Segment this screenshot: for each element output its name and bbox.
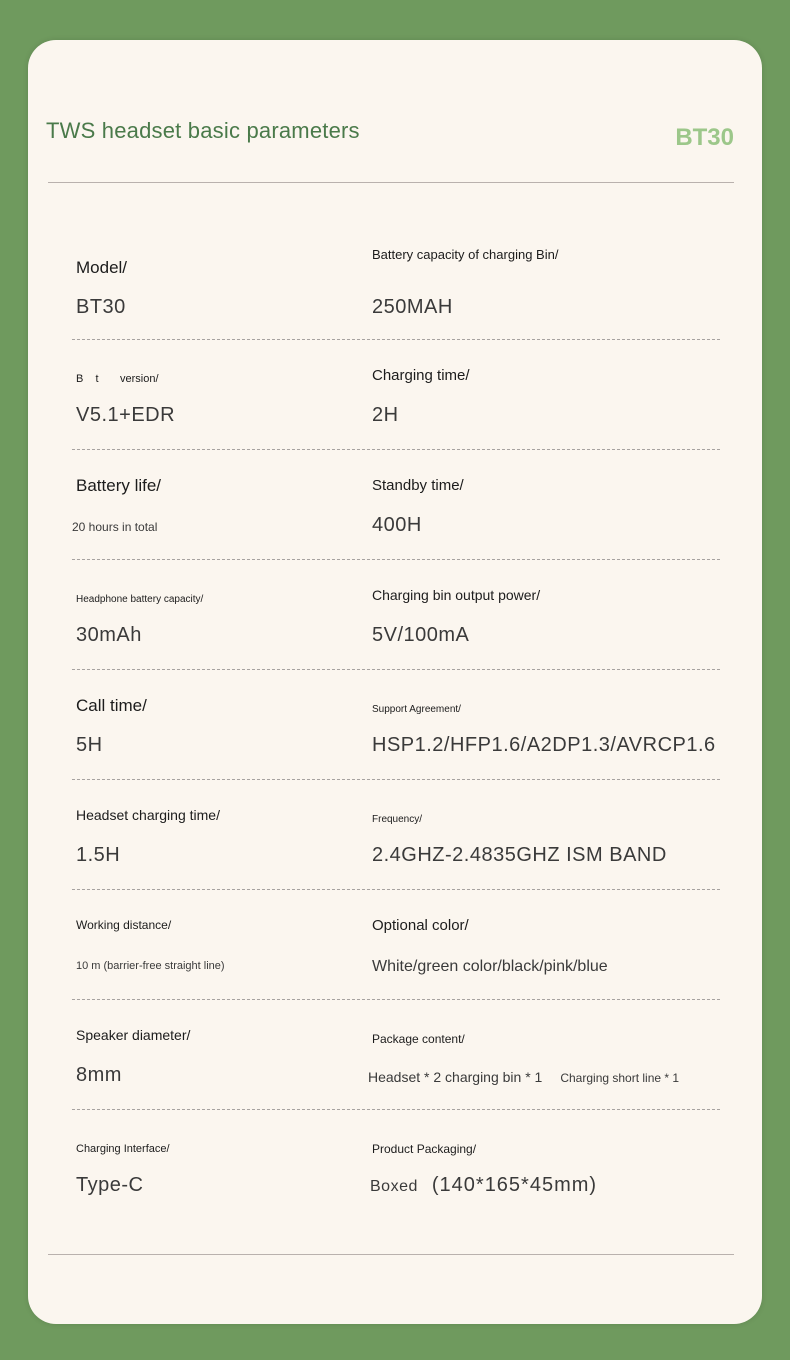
param-label: Package content/ bbox=[372, 1032, 465, 1046]
param-value: 2.4GHZ-2.4835GHZ ISM BAND bbox=[372, 844, 667, 866]
param-cell bbox=[76, 340, 366, 449]
model-badge: BT30 bbox=[675, 124, 734, 151]
packaging-type: Boxed bbox=[370, 1178, 418, 1195]
param-cell bbox=[76, 1000, 366, 1109]
param-value: 5H bbox=[76, 734, 103, 756]
param-value: 20 hours in total bbox=[72, 520, 158, 534]
param-cell bbox=[372, 1110, 722, 1220]
param-cell bbox=[76, 890, 366, 999]
param-cell bbox=[372, 670, 722, 779]
param-label: Charging time/ bbox=[372, 367, 470, 384]
param-value: HSP1.2/HFP1.6/A2DP1.3/AVRCP1.6 bbox=[372, 734, 716, 756]
param-cell bbox=[372, 890, 722, 999]
table-row bbox=[72, 340, 720, 450]
param-label: Model/ bbox=[76, 258, 128, 277]
param-cell bbox=[76, 230, 366, 339]
table-row bbox=[72, 560, 720, 670]
param-value: White/green color/black/pink/blue bbox=[372, 958, 608, 975]
table-row bbox=[72, 1000, 720, 1110]
package-main: Headset * 2 charging bin * 1 bbox=[368, 1069, 543, 1085]
param-cell bbox=[372, 230, 722, 339]
param-label: Battery capacity of charging Bin/ bbox=[372, 247, 559, 262]
param-value: Type-C bbox=[76, 1174, 144, 1196]
param-value: 5V/100mA bbox=[372, 624, 470, 646]
packaging-size: (140*165*45mm) bbox=[431, 1174, 598, 1196]
table-row bbox=[72, 450, 720, 560]
param-value: 8mm bbox=[76, 1064, 122, 1086]
param-value bbox=[368, 1069, 679, 1085]
param-cell bbox=[76, 780, 366, 889]
parameter-table bbox=[72, 230, 720, 1220]
param-value: 30mAh bbox=[76, 624, 142, 646]
spec-card bbox=[28, 40, 762, 1324]
param-label: Standby time/ bbox=[372, 477, 464, 494]
param-cell bbox=[72, 450, 366, 559]
param-value: 1.5H bbox=[76, 844, 121, 866]
param-cell bbox=[372, 560, 722, 669]
param-label: Working distance/ bbox=[76, 918, 172, 932]
param-cell bbox=[372, 780, 722, 889]
param-label: Product Packaging/ bbox=[372, 1142, 477, 1156]
param-label: Support Agreement/ bbox=[372, 704, 461, 715]
param-label: Headphone battery capacity/ bbox=[76, 594, 204, 605]
param-cell bbox=[372, 450, 722, 559]
param-cell bbox=[368, 1000, 722, 1109]
param-cell bbox=[76, 1110, 366, 1220]
param-label: Optional color/ bbox=[372, 917, 469, 934]
param-label: Headset charging time/ bbox=[76, 807, 220, 823]
param-label: Frequency/ bbox=[372, 814, 423, 825]
param-label: B t version/ bbox=[76, 373, 159, 385]
param-cell bbox=[372, 340, 722, 449]
package-extra: Charging short line * 1 bbox=[560, 1071, 680, 1085]
param-value: 10 m (barrier-free straight line) bbox=[76, 960, 225, 972]
param-label: Battery life/ bbox=[76, 476, 162, 495]
table-row bbox=[72, 1110, 720, 1220]
param-value bbox=[370, 1174, 597, 1197]
param-value: V5.1+EDR bbox=[76, 404, 176, 426]
param-label: Call time/ bbox=[76, 696, 147, 715]
param-cell bbox=[76, 670, 366, 779]
param-label: Charging bin output power/ bbox=[372, 587, 541, 603]
param-label: Speaker diameter/ bbox=[76, 1027, 191, 1043]
table-row bbox=[72, 230, 720, 340]
bottom-divider bbox=[48, 1254, 734, 1255]
param-cell bbox=[76, 560, 366, 669]
table-row bbox=[72, 670, 720, 780]
param-value: 2H bbox=[372, 404, 399, 426]
table-row bbox=[72, 890, 720, 1000]
param-value: 250MAH bbox=[372, 296, 453, 318]
param-value: 400H bbox=[372, 514, 422, 536]
page-title: TWS headset basic parameters bbox=[46, 118, 360, 143]
param-value: BT30 bbox=[76, 296, 126, 318]
param-label: Charging Interface/ bbox=[76, 1143, 170, 1155]
top-divider bbox=[48, 182, 734, 183]
table-row bbox=[72, 780, 720, 890]
